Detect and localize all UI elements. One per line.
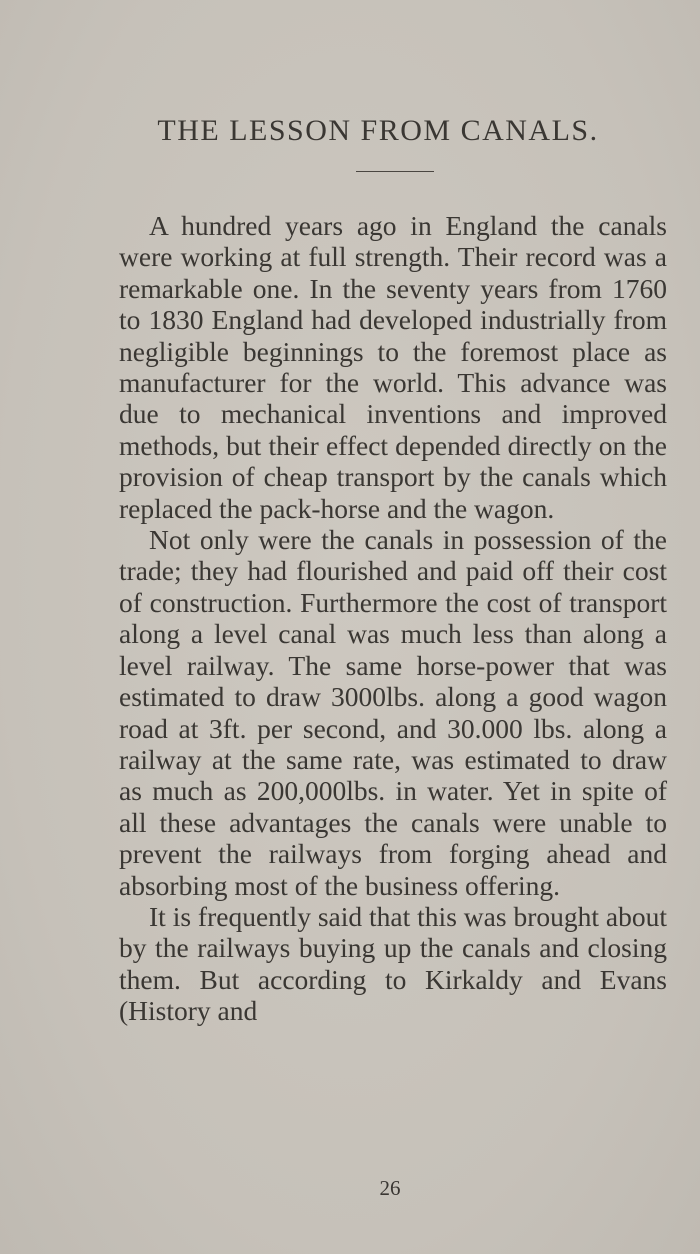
paragraph-1: A hundred years ago in England the canals were working at full strength. Their record was a remarkable one. In the seventy years from 1760 to 1830 England had developed industrially from negligible beginnings to the foremost place as manufacturer for the world. This advance was due to mechanical inventions and improved methods, but their effect depended directly on the provision of cheap transport by the canals which replaced the pack-horse and the wagon.: [119, 210, 667, 524]
title-divider: [356, 171, 434, 172]
page-number: 26: [379, 1176, 401, 1200]
body-text: [119, 210, 667, 1027]
paragraph-2: Not only were the canals in possession of the trade; they had flourished and paid off their cost of construction. Furthermore the cost of transport along a level canal was much less than along a level railway. The same horse-power that was estimated to draw 3000lbs. along a good wagon road at 3ft. per second, and 30.000 lbs. along a railway at the same rate, was estimated to draw as much as 200,000lbs. in water. Yet in spite of all these advantages the canals were unable to prevent the railways from forging ahead and absorbing most of the business offering.: [119, 524, 667, 901]
chapter-title: THE LESSON FROM CANALS.: [157, 114, 599, 147]
paragraph-3: It is frequently said that this was brought about by the railways buying up the canals and closing them. But according to Kirkaldy and Evans (History and: [119, 900, 667, 1027]
